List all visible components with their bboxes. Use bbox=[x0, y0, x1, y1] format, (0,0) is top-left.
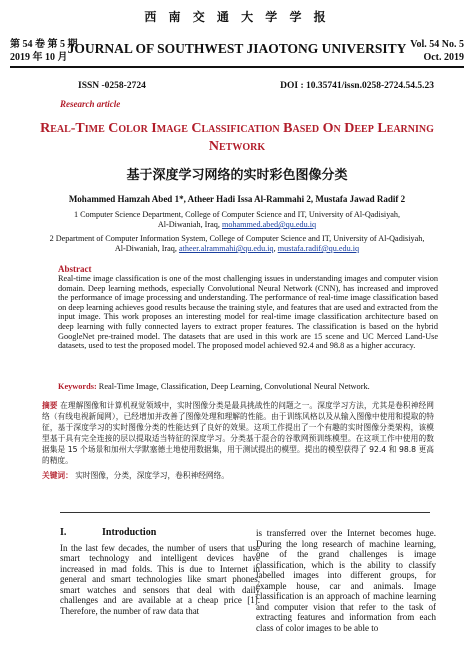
article-title: Real-Time Color Image Classification Based On Deep Learning Network bbox=[40, 121, 434, 154]
keywords-text: Real-Time Image, Classification, Deep Learning, Convolutional Neural Network. bbox=[98, 382, 370, 391]
doi[interactable]: DOI : 10.35741/issn.0258-2724.54.5.23 bbox=[280, 81, 434, 91]
volume-issue-en: Vol. 54 No. 5 bbox=[410, 39, 464, 50]
keywords-label: Keywords: bbox=[58, 382, 97, 391]
cn-abstract bbox=[42, 400, 434, 481]
affiliation-2-location: Al-Diwaniah, Iraq, bbox=[114, 244, 177, 253]
abstract-heading: Abstract bbox=[58, 264, 92, 274]
affiliation-1 bbox=[40, 210, 434, 230]
intro-column-2 bbox=[256, 528, 436, 633]
intro-heading bbox=[60, 528, 260, 539]
issn: ISSN -0258-2724 bbox=[78, 81, 146, 91]
volume-issue-cn: 第 54 卷 第 5 期 bbox=[10, 39, 78, 50]
email-separator: , bbox=[273, 244, 276, 253]
header-rule bbox=[10, 66, 464, 68]
article-cn-title: 基于深度学习网络的实时彩色图像分类 bbox=[126, 168, 348, 183]
affiliation-2-line2 bbox=[40, 244, 434, 254]
intro-paragraph-1: In the last few decades, the number of users that use smart technology and intelligent devices have increased in mad folds. This is due to Internet in general and smart technologies like smart phones, smart watches and sensors that deal with daily challenges and are available at a cheap price [1]. Therefore, the number of raw data that bbox=[60, 542, 260, 616]
section-rule bbox=[60, 512, 430, 513]
affiliation-2 bbox=[40, 234, 434, 254]
journal-cn-title: 西 南 交 通 大 学 学 报 bbox=[144, 10, 330, 24]
email-link-1[interactable]: mohammed.abed@qu.edu.iq bbox=[221, 220, 317, 229]
cn-keywords-label: 关键词： bbox=[42, 471, 73, 480]
cn-keywords-text: 实时图像，分类，深度学习，卷积神经网络。 bbox=[75, 471, 229, 480]
intro-paragraph-2: is transferred over the Internet becomes huge. During the long research of machine learning, one of the grand challenges is image classification, which is the ability to classify labelled images into different groups, for example house, car and animals. Image classification is an approach of machine learning and computer vision that refer to the task of extracting features and information from each class of color images to be able to bbox=[256, 528, 436, 633]
affiliation-1-line2 bbox=[40, 220, 434, 230]
email-link-2[interactable]: atheer.alrammahi@qu.edu.iq bbox=[178, 244, 274, 253]
cn-abstract-label: 摘要 bbox=[42, 401, 58, 410]
intro-heading-text: Introduction bbox=[102, 527, 157, 538]
authors: Mohammed Hamzah Abed 1*, Atheer Hadi Issa Al-Rammahi 2, Mustafa Jawad Radif 2 bbox=[68, 194, 406, 204]
cn-abstract-text: 在理解图像和计算机视觉领域中，实时图像分类是最具挑战性的问题之一。深度学习方法，尤其是卷积神经网络（有线电视新闻网），已经增加并改善了图像处理和理解的性能。由于训练风格以及从输入图像中使用和提取的特征，基于深度学习的实时图像分类的性能达到了良好的效果。这项工作提出了一个有趣的实时图像分类架构，该模型基于具有完全连接的层以提取适当特征的深度学习。分类基于混合的谷歌网预训练模型。在这项工作中使用的数据集是 15 个场景和加州大学默塞德土地使用数据集，用于测试提出的模型。提出的模型获得了 92.4 和 98.8 更高的精度。 bbox=[42, 401, 434, 465]
article-type-label: Research article bbox=[60, 99, 121, 109]
keywords bbox=[58, 382, 438, 391]
affiliation-1-line1: 1 Computer Science Department, College of Computer Science and IT, University of Al-Qadisiyah, bbox=[73, 210, 401, 219]
journal-volume-en bbox=[410, 38, 464, 64]
affiliation-2-line1: 2 Department of Computer Information System, College of Computer Science and IT, University of Al-Qadisiyah, bbox=[49, 234, 425, 243]
date-cn: 2019 年 10 月 bbox=[10, 52, 68, 63]
date-en: Oct. 2019 bbox=[423, 52, 464, 63]
intro-number: I. bbox=[60, 527, 67, 538]
intro-column-1 bbox=[60, 528, 260, 616]
abstract-text: Real-time image classification is one of the most challenging issues in understanding images and computer vision domain. Deep learning methods, especially Convolutional Neural Network (CNN), has increased and improved the performance of image processing and understanding. The performance of real-time image classification based on deep learning achieves good results because the training style, and features that are used and extracted from the input image. This work proposes an interesting model for real-time image classification architecture based on deep learning with fully connected layers to extract proper features. The classification is based on the hybrid GoogleNet pre-trained model. The datasets that are used in this work are 15 scene and UC Merced Land-Use datasets, used to test the proposed model. The proposed model achieved 92.4 and 98.8 as a higher accuracy. bbox=[58, 274, 438, 351]
abstract bbox=[58, 264, 438, 368]
email-link-3[interactable]: mustafa.radif@qu.edu.iq bbox=[277, 244, 360, 253]
affiliation-1-location: Al-Diwaniah, Iraq, bbox=[157, 220, 220, 229]
journal-name: JOURNAL OF SOUTHWEST JIAOTONG UNIVERSITY bbox=[67, 41, 407, 56]
